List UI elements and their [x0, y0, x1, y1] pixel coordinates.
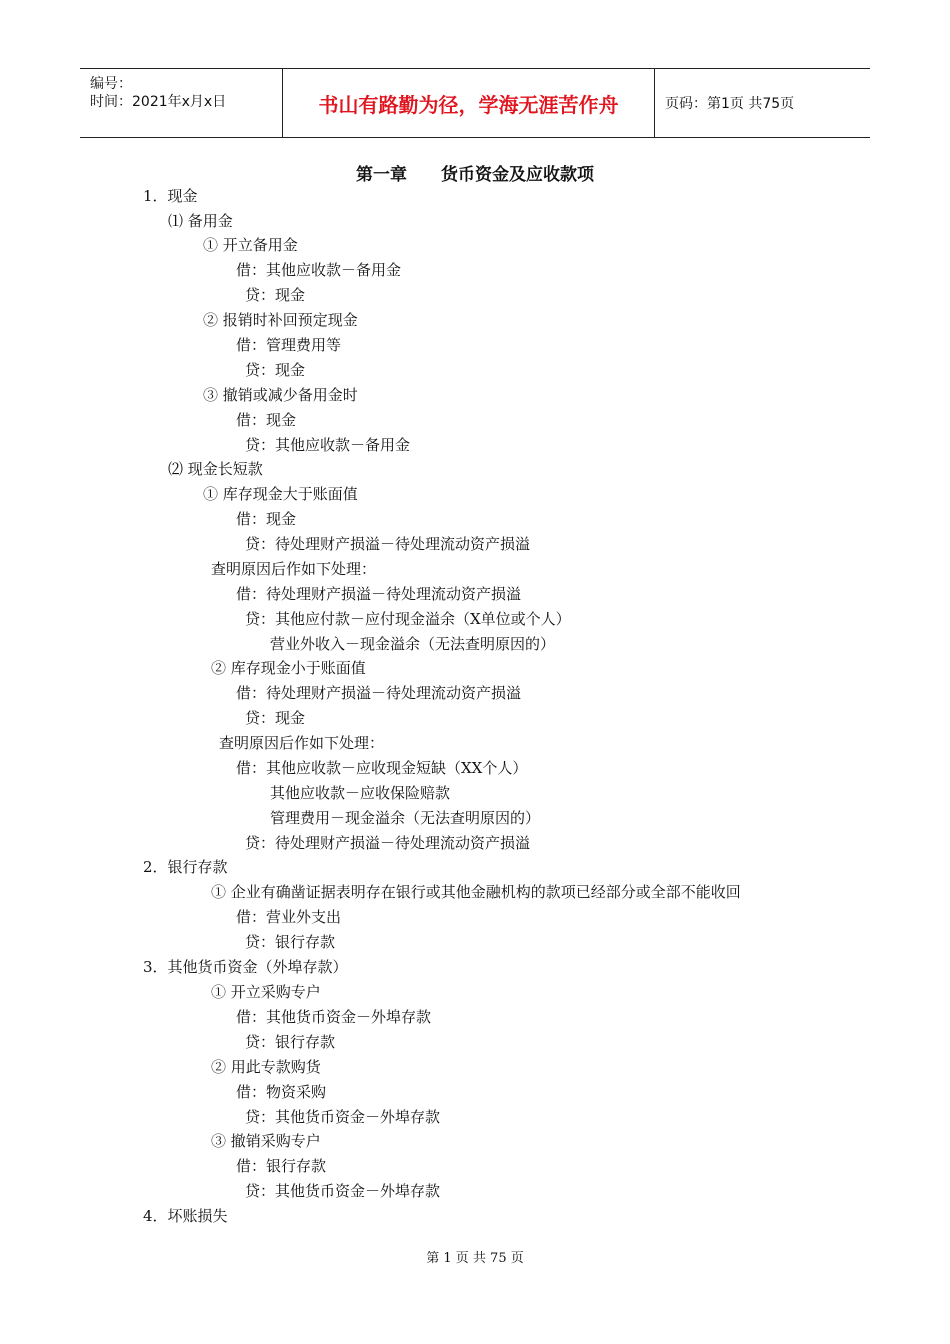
debit-line-continued: 管理费用－现金溢余（无法查明原因的） [270, 809, 541, 827]
subsection-heading: ⑴ 备用金 [168, 212, 233, 230]
credit-line: 贷：现金 [245, 286, 306, 304]
credit-line: 贷：银行存款 [245, 933, 336, 951]
header-meta [80, 69, 283, 137]
step-heading: ① 企业有确凿证据表明存在银行或其他金融机构的款项已经部分或全部不能收回 [211, 883, 741, 901]
credit-line: 贷：待处理财产损溢－待处理流动资产损溢 [245, 535, 531, 553]
note-line: 查明原因后作如下处理： [219, 734, 385, 752]
note-line: 查明原因后作如下处理： [211, 560, 377, 578]
debit-line: 借：待处理财产损溢－待处理流动资产损溢 [236, 684, 522, 702]
number-label: 编号： [90, 76, 132, 92]
credit-line: 贷：银行存款 [245, 1033, 336, 1051]
credit-line: 贷：现金 [245, 361, 306, 379]
section-heading: 3．其他货币资金（外埠存款） [143, 958, 348, 976]
debit-line: 借：营业外支出 [236, 908, 342, 926]
section-heading: 2．银行存款 [143, 858, 228, 876]
chapter-title: 第一章 货币资金及应收款项 [356, 165, 594, 185]
section-heading: 1．现金 [143, 187, 198, 205]
credit-line: 贷：其他货币资金－外埠存款 [245, 1108, 441, 1126]
credit-line: 贷：待处理财产损溢－待处理流动资产损溢 [245, 834, 531, 852]
document-header [80, 68, 870, 138]
step-heading: ① 开立备用金 [203, 236, 298, 254]
debit-line: 借：现金 [236, 510, 297, 528]
debit-line: 借：物资采购 [236, 1083, 327, 1101]
step-heading: ② 用此专款购货 [211, 1058, 321, 1076]
debit-line: 借：待处理财产损溢－待处理流动资产损溢 [236, 585, 522, 603]
credit-line: 贷：现金 [245, 709, 306, 727]
debit-line: 借：现金 [236, 411, 297, 429]
header-page-info: 页码：第1页 共75页 [665, 96, 795, 112]
debit-line: 借：其他货币资金－外埠存款 [236, 1008, 432, 1026]
step-heading: ③ 撤销或减少备用金时 [203, 386, 358, 404]
subsection-heading: ⑵ 现金长短款 [168, 460, 263, 478]
debit-line: 借：银行存款 [236, 1157, 327, 1175]
step-heading: ① 开立采购专户 [211, 983, 321, 1001]
debit-line-continued: 其他应收款－应收保险赔款 [270, 784, 451, 802]
credit-line: 贷：其他应付款－应付现金溢余（X单位或个人） [245, 610, 571, 628]
step-heading: ② 库存现金小于账面值 [211, 659, 366, 677]
credit-line-continued: 营业外收入－现金溢余（无法查明原因的） [270, 635, 556, 653]
credit-line: 贷：其他货币资金－外埠存款 [245, 1182, 441, 1200]
debit-line: 借：其他应收款－备用金 [236, 261, 402, 279]
credit-line: 贷：其他应收款－备用金 [245, 436, 411, 454]
debit-line: 借：其他应收款－应收现金短缺（XX个人） [236, 759, 528, 777]
date-label: 时间：2021年x月x日 [90, 94, 227, 110]
debit-line: 借：管理费用等 [236, 336, 342, 354]
header-motto: 书山有路勤为径，学海无涯苦作舟 [283, 69, 655, 137]
page-footer: 第 1 页 共 75 页 [426, 1251, 524, 1266]
step-heading: ② 报销时补回预定现金 [203, 311, 358, 329]
step-heading: ① 库存现金大于账面值 [203, 485, 358, 503]
step-heading: ③ 撤销采购专户 [211, 1132, 321, 1150]
section-heading: 4．坏账损失 [143, 1207, 228, 1225]
